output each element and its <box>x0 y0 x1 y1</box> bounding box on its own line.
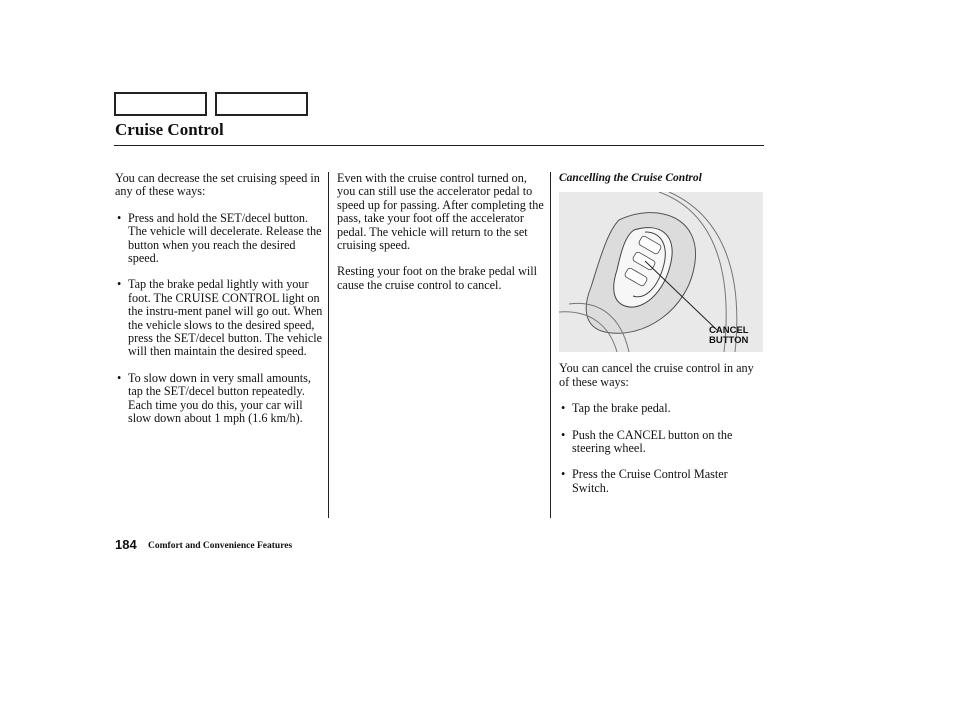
header-tab-box-1 <box>114 92 207 116</box>
list-item: • To slow down in very small amounts, tap the SET/decel button repeatedly. Each time you do this, your car will slow down about 1 mph (1.6 km/h). <box>115 372 325 426</box>
title-rule <box>114 145 764 146</box>
column-2-paragraph: Even with the cruise control turned on, you can still use the accelerator pedal to speed up for passing. After completing the pass, take your foot off the accelerator pedal. The vehicle will return to the set cruising speed. <box>337 171 544 253</box>
list-item: • Press and hold the SET/decel button. The vehicle will decelerate. Release the button when you reach the desired speed. <box>115 212 325 266</box>
column-2 <box>337 172 547 305</box>
column-3 <box>559 172 764 508</box>
column-1-intro: You can decrease the set cruising speed in any of these ways: <box>115 171 320 199</box>
decrease-speed-list <box>115 212 325 426</box>
column-divider-1 <box>328 172 329 518</box>
list-item: • Push the CANCEL button on the steering wheel. <box>559 429 764 456</box>
column-2-paragraph: Resting your foot on the brake pedal will cause the cruise control to cancel. <box>337 264 538 292</box>
callout-line: BUTTON <box>709 335 749 347</box>
list-item: • Press the Cruise Control Master Switch. <box>559 468 764 495</box>
cancel-methods-list <box>559 402 764 495</box>
column-divider-2 <box>550 172 551 518</box>
column-1 <box>115 172 325 439</box>
list-item: • Tap the brake pedal lightly with your foot. The CRUISE CONTROL light on the instru-ment panel will go out. When the vehicle slows to the desired speed, press the SET/decel button. The vehicle will then maintain the desired speed. <box>115 278 325 358</box>
cancel-button-callout <box>709 326 749 346</box>
page-title: Cruise Control <box>115 120 224 139</box>
column-3-intro: You can cancel the cruise control in any of these ways: <box>559 361 754 389</box>
section-name: Comfort and Convenience Features <box>148 541 293 551</box>
header-tab-box-2 <box>215 92 308 116</box>
callout-line: CANCEL <box>709 325 749 337</box>
figure-caption: Cancelling the Cruise Control <box>559 172 702 184</box>
page-number: 184 <box>115 537 137 552</box>
list-item: • Tap the brake pedal. <box>559 402 764 415</box>
steering-wheel-figure <box>559 192 763 352</box>
